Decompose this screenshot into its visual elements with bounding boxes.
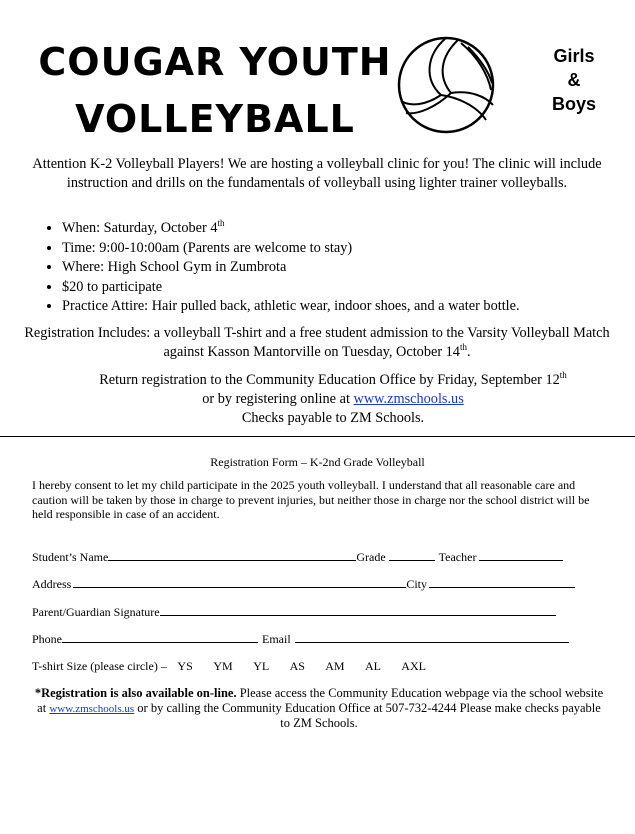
student-row bbox=[32, 549, 563, 565]
audience-and: & bbox=[567, 70, 581, 90]
guardian-signature-field[interactable] bbox=[160, 604, 556, 616]
grade-label: Grade bbox=[356, 550, 386, 564]
student-name-field[interactable] bbox=[108, 549, 356, 561]
title-line-2: VOLLEYBALL bbox=[75, 97, 355, 141]
address-row bbox=[32, 576, 575, 592]
guardian-signature-label: Parent/Guardian Signature bbox=[32, 605, 160, 619]
registration-includes: Registration Includes: a volleyball T-shirt and a free student admission to the Varsity Volleyball Match against Kasson Mantorville on Tuesday, October 14th. bbox=[24, 325, 610, 360]
section-divider bbox=[0, 436, 635, 437]
online-registration-note: *Registration is also available on-line. Please access the Community Education webpage via the school website at www.zmschools.us or by calling the Community Education Office at 507-732-4244 Please make checks payable to ZM Schools. bbox=[34, 686, 604, 730]
audience-boys: Boys bbox=[551, 94, 596, 114]
teacher-label: Teacher bbox=[438, 550, 477, 564]
grade-field[interactable] bbox=[389, 549, 435, 561]
details-list bbox=[28, 219, 520, 317]
size-am[interactable]: AM bbox=[325, 659, 345, 673]
website-link[interactable]: www.zmschools.us bbox=[353, 391, 464, 407]
note-website-link[interactable]: www.zmschools.us bbox=[49, 702, 135, 715]
title-line-1: COUGAR YOUTH bbox=[38, 40, 392, 84]
size-as[interactable]: AS bbox=[289, 659, 305, 673]
phone-row bbox=[32, 631, 569, 647]
teacher-field[interactable] bbox=[479, 549, 563, 561]
size-ys[interactable]: YS bbox=[177, 659, 193, 673]
form-title: Registration Form – K-2nd Grade Volleyball bbox=[210, 455, 425, 469]
audience-label bbox=[543, 44, 605, 116]
guardian-row bbox=[32, 604, 556, 620]
student-name-label: Student’s Name bbox=[32, 550, 109, 564]
detail-time: • Time: 9:00-10:00am (Parents are welcome to stay) bbox=[62, 239, 520, 259]
address-label: Address bbox=[32, 577, 72, 591]
phone-label: Phone bbox=[32, 632, 62, 646]
size-axl[interactable]: AXL bbox=[401, 659, 426, 673]
detail-when: • When: Saturday, October 4th bbox=[62, 219, 520, 239]
email-label: Email bbox=[262, 632, 291, 646]
detail-cost: • $20 to participate bbox=[62, 278, 520, 298]
city-field[interactable] bbox=[429, 576, 575, 588]
detail-where: • Where: High School Gym in Zumbrota bbox=[62, 258, 520, 278]
size-al[interactable]: AL bbox=[364, 659, 381, 673]
intro-paragraph: Attention K-2 Volleyball Players! We are hosting a volleyball clinic for you! The clinic will include instruction and drills on the fundamentals of volleyball using lighter trainer volleyballs. bbox=[32, 156, 602, 191]
return-info: Return registration to the Community Education Office by Friday, September 12th or by registering online at www.zmschools.us Checks payable to ZM Schools. bbox=[99, 370, 567, 426]
tshirt-size-row bbox=[32, 659, 444, 674]
size-ym[interactable]: YM bbox=[213, 659, 233, 673]
phone-field[interactable] bbox=[62, 631, 258, 643]
size-yl[interactable]: YL bbox=[253, 659, 270, 673]
audience-girls: Girls bbox=[553, 46, 595, 66]
detail-attire: • Practice Attire: Hair pulled back, athletic wear, indoor shoes, and a water bottle. bbox=[62, 297, 520, 317]
address-field[interactable] bbox=[73, 576, 406, 588]
tshirt-size-label: T-shirt Size (please circle) – bbox=[32, 659, 167, 673]
consent-text: I hereby consent to let my child participate in the 2025 youth volleyball. I understand that all reasonable care and caution will be taken by those in charge to prevent injuries, but neither those in charge nor the school district will be held responsible in case of an accident. bbox=[32, 478, 590, 521]
city-label: City bbox=[406, 577, 427, 591]
email-field[interactable] bbox=[295, 631, 569, 643]
volleyball-icon bbox=[396, 35, 496, 135]
